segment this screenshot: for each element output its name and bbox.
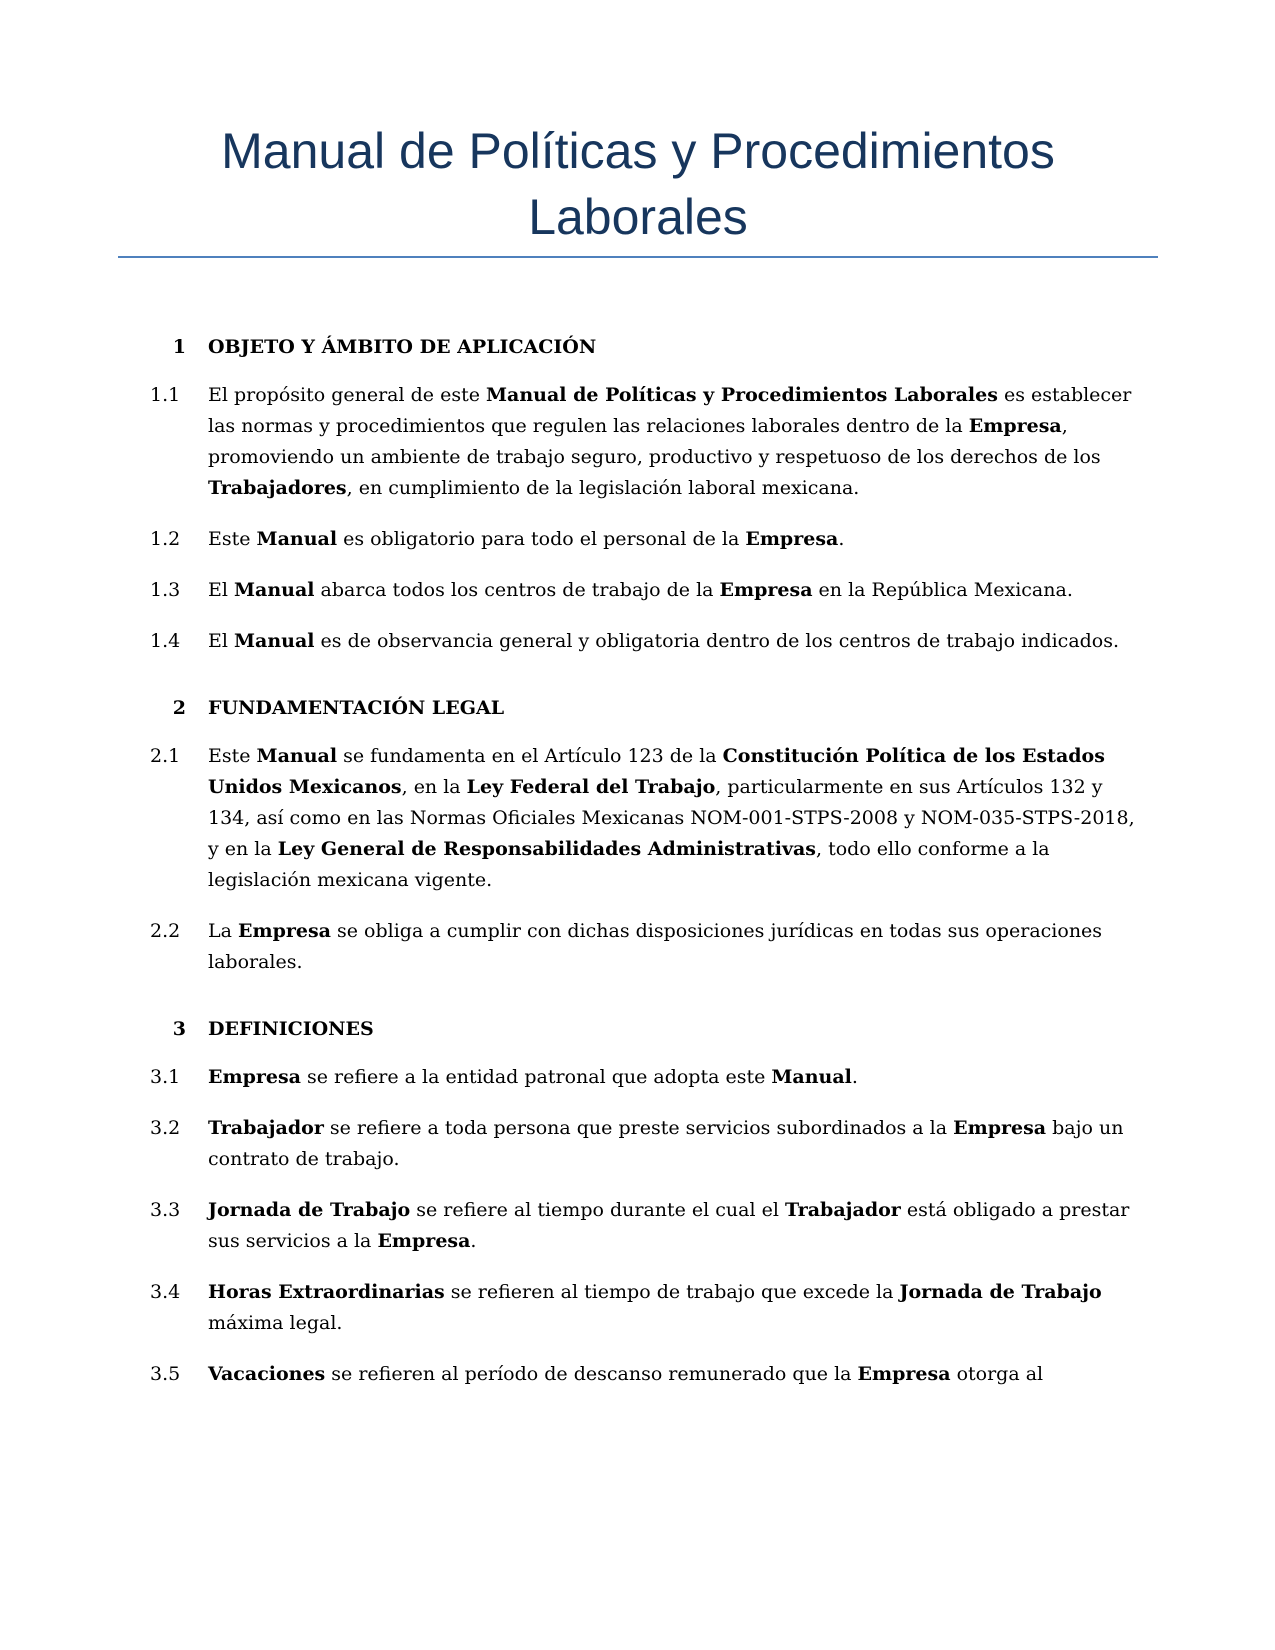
clause-number: 3.5 (150, 1363, 181, 1385)
defined-term: Manual (234, 630, 315, 652)
clause-3.1 (150, 1062, 1140, 1093)
title-block (118, 118, 1158, 250)
clause-text-segment: en la República Mexicana. (812, 579, 1073, 601)
clause-number: 2.2 (150, 920, 181, 942)
document-body (150, 332, 1140, 1410)
section-2 (150, 693, 1140, 978)
clause-text-segment: se refieren al tiempo de trabajo que excede la (444, 1281, 900, 1303)
clause-number: 1.4 (150, 630, 181, 652)
clause-text-segment: se refiere a la entidad patronal que adopta este (300, 1066, 772, 1088)
document-title (118, 118, 1158, 250)
defined-term: Ley General de Responsabilidades Administrativas (277, 838, 817, 860)
clause-3.4 (150, 1277, 1140, 1339)
defined-term: Empresa (857, 1363, 951, 1385)
clause-text-segment: se refiere a toda persona que preste servicios subordinados a la (323, 1117, 954, 1139)
clause-text-segment: , particularmente en sus Artículos 132 y 134, así como en las Normas Oficiales Mexicanas NOM-001-STPS-2008 y NOM-035-STPS-2018, y en la (208, 776, 1135, 860)
defined-term: Manual de Políticas y Procedimientos Laborales (486, 384, 998, 406)
clause-text-segment: , en cumplimiento de la legislación laboral mexicana. (346, 477, 860, 499)
section-number: 1 (172, 336, 186, 358)
clause-text-segment: es obligatorio para todo el personal de la (337, 528, 746, 550)
defined-term: Ley Federal del Trabajo (466, 776, 716, 798)
clause-text-segment: El propósito general de este (208, 384, 486, 406)
clause-text (208, 1195, 1140, 1257)
defined-term: Constitución Política de los Estados Unidos Mexicanos (208, 745, 1105, 798)
clause-text-segment: se fundamenta en el Artículo 123 de la (337, 745, 723, 767)
clause-text (208, 741, 1140, 896)
defined-term: Empresa (237, 920, 331, 942)
clause-text-segment: Este (208, 528, 257, 550)
clause-text-segment: El (208, 630, 234, 652)
clause-text-segment: se refieren al período de descanso remunerado que la (325, 1363, 858, 1385)
clause-text (208, 380, 1140, 504)
clause-text (208, 1277, 1140, 1339)
clause-number: 3.4 (150, 1281, 181, 1303)
clause-text-segment: , promoviendo un ambiente de trabajo seguro, productivo y respetuoso de los derechos de los (208, 415, 1101, 468)
clause-2.2 (150, 916, 1140, 978)
clause-text-segment: . (838, 528, 845, 550)
clause-text (208, 1359, 1140, 1390)
section-title: DEFINICIONES (208, 1018, 374, 1040)
clause-1.3 (150, 575, 1140, 606)
defined-term: Jornada de Trabajo (208, 1199, 411, 1221)
clause-text-segment: El (208, 579, 234, 601)
clause-text-segment: se obliga a cumplir con dichas disposiciones jurídicas en todas sus operaciones laborales. (208, 920, 1103, 973)
clause-text-segment: Este (208, 745, 257, 767)
clause-number: 1.3 (150, 579, 181, 601)
clause-text-segment: . (851, 1066, 858, 1088)
defined-term: Empresa (208, 1066, 301, 1088)
clause-text-segment: es establecer las normas y procedimientos que regulen las relaciones laborales dentro de la (208, 384, 1132, 437)
defined-term: Empresa (968, 415, 1062, 437)
section-1 (150, 332, 1140, 657)
clause-text-segment: otorga al (950, 1363, 1044, 1385)
clause-text (208, 575, 1140, 606)
title-line-2: Laborales (528, 189, 748, 245)
clause-text-segment: abarca todos los centros de trabajo de la (314, 579, 720, 601)
clause-text (208, 524, 1140, 555)
clause-number: 1.1 (150, 384, 181, 406)
defined-term: Jornada de Trabajo (899, 1281, 1102, 1303)
clause-text-segment: . (470, 1230, 477, 1252)
clause-3.2 (150, 1113, 1140, 1175)
section-heading (150, 332, 1140, 362)
clause-1.4 (150, 626, 1140, 657)
clause-text-segment: es de observancia general y obligatoria dentro de los centros de trabajo indicados. (314, 630, 1120, 652)
defined-term: Manual (234, 579, 315, 601)
clause-3.3 (150, 1195, 1140, 1257)
defined-term: Empresa (953, 1117, 1047, 1139)
defined-term: Manual (256, 745, 338, 767)
clause-1.1 (150, 380, 1140, 504)
clause-text-segment: La (208, 920, 238, 942)
defined-term: Manual (256, 528, 338, 550)
clause-text-segment: , todo ello conforme a la legislación mexicana vigente. (208, 838, 1050, 891)
clause-text-segment: está obligado a prestar sus servicios a la (208, 1199, 1130, 1252)
section-number: 2 (172, 697, 186, 719)
defined-term: Trabajador (208, 1117, 324, 1139)
clause-number: 3.2 (150, 1117, 181, 1139)
clause-text (208, 626, 1140, 657)
section-title: OBJETO Y ÁMBITO DE APLICACIÓN (208, 336, 597, 358)
defined-term: Empresa (377, 1230, 471, 1252)
defined-term: Empresa (745, 528, 839, 550)
section-3 (150, 1014, 1140, 1390)
clause-number: 1.2 (150, 528, 181, 550)
clause-number: 3.1 (150, 1066, 181, 1088)
section-heading (150, 693, 1140, 723)
clause-text-segment: se refiere al tiempo durante el cual el (410, 1199, 785, 1221)
section-number: 3 (172, 1018, 186, 1040)
clause-number: 2.1 (150, 745, 181, 767)
title-divider (118, 256, 1158, 258)
title-line-1: Manual de Políticas y Procedimientos (221, 123, 1055, 179)
defined-term: Vacaciones (208, 1363, 326, 1385)
section-title: FUNDAMENTACIÓN LEGAL (208, 697, 505, 719)
defined-term: Trabajador (784, 1199, 901, 1221)
clause-text (208, 1113, 1140, 1175)
defined-term: Empresa (719, 579, 813, 601)
defined-term: Horas Extraordinarias (208, 1281, 445, 1303)
clause-text (208, 1062, 1140, 1093)
clause-2.1 (150, 741, 1140, 896)
section-heading (150, 1014, 1140, 1044)
clause-text-segment: , en la (401, 776, 467, 798)
clause-text-segment: bajo un contrato de trabajo. (208, 1117, 1124, 1170)
clause-3.5 (150, 1359, 1140, 1390)
defined-term: Manual (771, 1066, 852, 1088)
clause-number: 3.3 (150, 1199, 181, 1221)
defined-term: Trabajadores (208, 477, 347, 499)
clause-text-segment: máxima legal. (208, 1312, 343, 1334)
clause-1.2 (150, 524, 1140, 555)
clause-text (208, 916, 1140, 978)
